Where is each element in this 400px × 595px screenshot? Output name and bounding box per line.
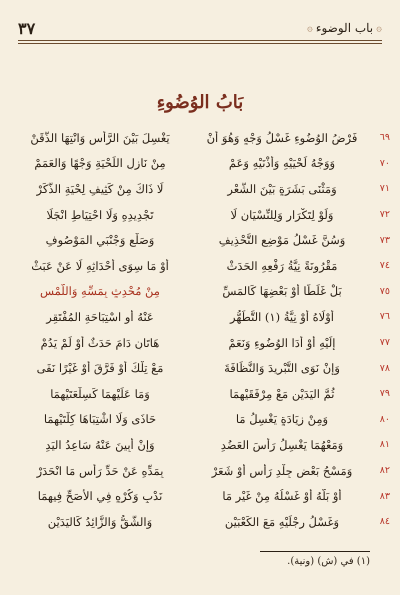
first-hemistich: وَمَسْحُ بَعْضِ جِلْدِ رَأْسٍ أَوْ شَعَرْ — [211, 463, 353, 478]
second-hemistich: لَا ذَاكَ مِنْ كَثِيفِ لِحْيَةِ الذَّكَرْ — [36, 181, 164, 196]
second-hemistich: حَاذَى وَلَا اشْتِبَاهَا كِلْتَيْهِمَا — [43, 412, 157, 427]
verse-number: ٧٢ — [379, 209, 390, 221]
first-hemistich: بَلْ غَلَطًا أَوْ بَعْضِهَا كَالمَسِّ — [222, 284, 342, 299]
second-hemistich: مَعْ تِلْكَ أَوْ فَرَّقَ أَوْ غَيْرًا نَفَى — [36, 361, 164, 376]
verse-row — [14, 432, 390, 458]
second-hemistich: نَدْبٍ وَكُرْهٍ فِي الأَصَحِّ فِيهِمَا — [37, 489, 163, 504]
second-hemistich: يَغْسِلَ بَيْنَ الرَّأْسِ وَانْتِهَا الذَّقَنْ — [30, 130, 170, 145]
second-hemistich: هَاتَانِ دَامَ حَدَثٌ أَوْ لَمْ يَدُمْ — [40, 335, 160, 350]
first-hemistich: أَوْ بَلُّهُ أَوْ غَسْلُهُ مِنْ غَيْرِ مَا — [222, 489, 342, 504]
verse-row — [14, 253, 390, 279]
footnote: (١) في (ش) (ونية). — [287, 556, 370, 567]
second-hemistich: وَمَا عَلَيْهِمَا كَسِلْعَتَيْهِمَا — [50, 386, 150, 401]
verse-row — [14, 330, 390, 356]
verse-row — [14, 355, 390, 381]
second-hemistich-highlighted: مِنْ مُحْدِثٍ بِمَسِّهِ وَاللَّمْسِ — [40, 284, 160, 299]
verse-number: ٨٤ — [379, 516, 390, 528]
second-hemistich: وَصَلْعٍ وَجْنْبَيِ المَوْصُوفِ — [45, 233, 155, 248]
verse-row — [14, 176, 390, 202]
ornament-icon: ۞ — [376, 22, 382, 34]
page-number: ٣٧ — [18, 18, 36, 38]
verse-number: ٧٦ — [379, 311, 390, 323]
verse-row — [14, 202, 390, 228]
first-hemistich: وَمَثْنَى بَشَرَةٍ بَيْنَ الشَّعْرِ — [227, 181, 337, 196]
first-hemistich: وَوَجْهُ لَحْيَيْهِ وَأُذْنَيْهِ وَعَمْ — [228, 156, 336, 171]
verse-number: ٦٩ — [379, 132, 390, 144]
verse-number: ٧٩ — [379, 388, 390, 400]
second-hemistich: تَجْدِيدِهِ وَلَا احْتِيَاطِ انْجَلَا — [46, 207, 154, 222]
header-title: باب الوضوء — [315, 21, 374, 35]
second-hemistich: أَوْ مَا سِوَى أَحْدَاثِهِ لَا عَنْ عَبَثْ — [31, 258, 169, 273]
first-hemistich: وَمَعْهُمَا يَغْسِلُ رَأْسَ العَضُدِ — [220, 437, 344, 452]
verse-number: ٨١ — [379, 439, 390, 451]
header-title-group — [307, 21, 382, 35]
first-hemistich: ثُمَّ اليَدَيْنِ مَعْ مِرْفَقَيْهِمَا — [229, 386, 335, 401]
verse-number: ٨٣ — [379, 490, 390, 502]
first-hemistich: أَوْلَاهُ أَوْ نِيَّةُ (١) التَّطَهُّرِ — [230, 309, 334, 324]
verse-row — [14, 304, 390, 330]
second-hemistich: وَالشَّقُّ وَالزَّائِدُ كَاليَدَيْنِ — [47, 514, 153, 529]
first-hemistich: فَرْضُ الوُضُوءِ غَسْلُ وَجْهٍ وَهُوَ أَنْ — [206, 130, 358, 145]
first-hemistich: وَغَسْلُ رِجْلَيْهِ مَعَ الكَعْبَيْنِ — [224, 514, 340, 529]
verse-number: ٨٢ — [379, 465, 390, 477]
first-hemistich: وَلَوْ لِتَكْرَارٍ وَلِلنِّسْيَانِ لَا — [230, 207, 334, 222]
verse-number: ٧٤ — [379, 260, 390, 272]
second-hemistich: بِمَدِّهِ عَنْ حَدِّ رَأْسٍ مَا انْحَدَرْ — [36, 463, 164, 478]
verse-number: ٧٧ — [379, 337, 390, 349]
first-hemistich: وَإِنْ نَوَى التَّبْرِيدَ وَالنَّظَافَةَ — [224, 361, 340, 376]
header-divider — [18, 40, 382, 44]
chapter-title: بَابُ الوُضُوءِ — [156, 92, 244, 113]
verse-row — [14, 227, 390, 253]
verse-number: ٧٥ — [379, 285, 390, 297]
verse-row — [14, 407, 390, 433]
verse-row — [14, 279, 390, 305]
second-hemistich: وَإِنْ أُبِينَ عَنْهُ سَاعِدُ اليَدِ — [45, 437, 155, 452]
verse-row — [14, 125, 390, 151]
verse-row — [14, 509, 390, 535]
first-hemistich: وَسُنَّ غَسْلُ مَوْضِعِ التَّحْذِيفِ — [218, 233, 346, 248]
second-hemistich: عَنْهُ أَوِ اسْتِبَاحَةِ المُفْتَقِرِ — [46, 309, 154, 324]
verse-list — [14, 125, 390, 535]
first-hemistich: وَمِنْ زِيَادَةٍ يَغْسِلُ مَا — [235, 412, 329, 427]
verse-number: ٨٠ — [379, 413, 390, 425]
verse-number: ٧٣ — [379, 234, 390, 246]
verse-number: ٧٨ — [379, 362, 390, 374]
verse-row — [14, 483, 390, 509]
first-hemistich: إِلَيْهِ أَوْ أَدَا الوُضُوءِ وَنَعَمْ — [228, 335, 336, 350]
verse-number: ٧١ — [379, 183, 390, 195]
ornament-icon: ۞ — [306, 22, 313, 34]
second-hemistich: مِنْ نَازِلِ اللِّحْيَةِ وَجْهًا وَالعَمَمْ — [34, 156, 166, 171]
running-header — [18, 14, 382, 42]
verse-row — [14, 381, 390, 407]
footnote-divider — [260, 551, 370, 552]
verse-row — [14, 151, 390, 177]
verse-row — [14, 458, 390, 484]
verse-number: ٧٠ — [379, 157, 390, 169]
first-hemistich: مَقْرُونَةً نِيَّةُ رَفْعِهِ الحَدَثْ — [226, 258, 338, 273]
